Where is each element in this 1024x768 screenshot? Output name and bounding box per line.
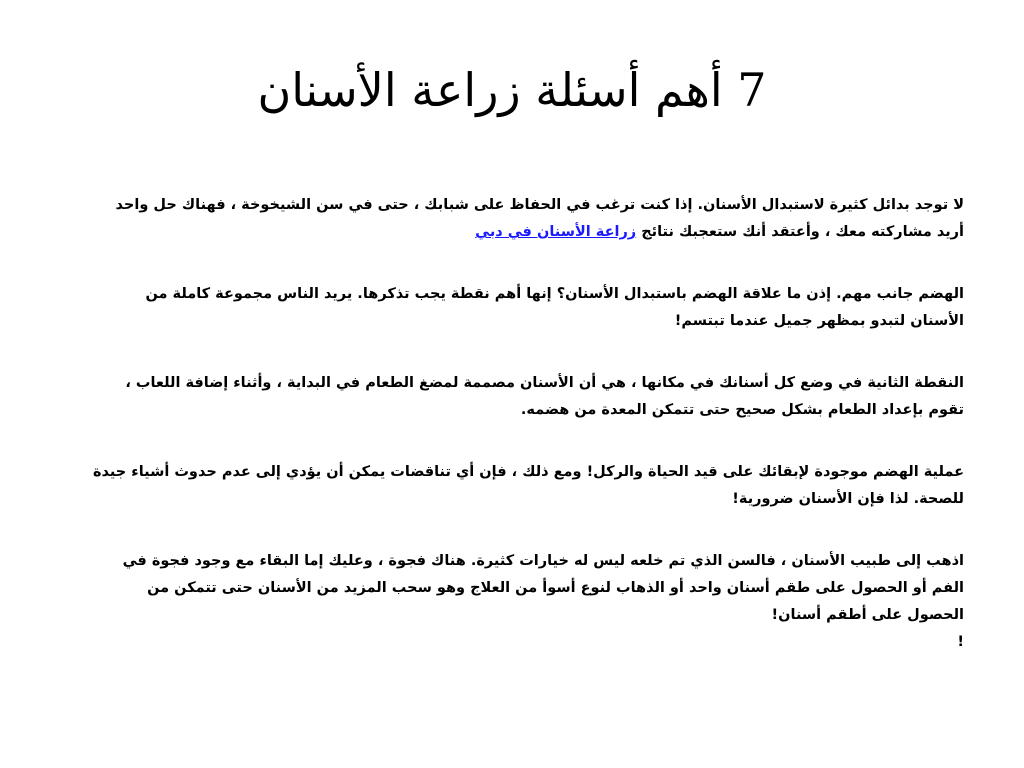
paragraph-5: اذهب إلى طبيب الأسنان ، فالسن الذي تم خلعه ليس له خيارات كثيرة. هناك فجوة ، وعليك إما البقاء مع وجود فجوة في الفم أو الحصول على طقم أسنان واحد أو الذهاب لنوع أسوأ من العلاج وهو سحب المزيد من الأسنان حتى تتمكن من الحصول على أطقم أسنان! <box>122 553 964 623</box>
paragraph-3: النقطة الثانية في وضع كل أسنانك في مكانها ، هي أن الأسنان مصممة لمضغ الطعام في البداية ، وأثناء إضافة اللعاب ، تقوم بإعداد الطعام بشكل صحيح حتى تتمكن المعدة من هضمه. <box>125 375 964 418</box>
paragraph-2: الهضم جانب مهم. إذن ما علاقة الهضم باستبدال الأسنان؟ إنها أهم نقطة يجب تذكرها. يريد الناس مجموعة كاملة من الأسنان لتبدو بمظهر جميل عندما تبتسم! <box>145 286 964 329</box>
slide-title: 7 أهم أسئلة زراعة الأسنان <box>257 63 767 117</box>
paragraph-6: ! <box>957 634 964 650</box>
dental-implants-dubai-link[interactable]: زراعة الأسنان في دبي <box>475 224 637 240</box>
slide-body <box>88 192 964 656</box>
paragraph-1-text: لا توجد بدائل كثيرة لاستبدال الأسنان. إذا كنت ترغب في الحفاظ على شبابك ، حتى في سن الشيخوخة ، فهناك حل واحد أريد مشاركته معك ، وأعتقد أنك ستعجبك نتائج <box>115 197 964 240</box>
paragraph-1 <box>88 192 964 246</box>
paragraph-4: عملية الهضم موجودة لإبقائك على قيد الحياة والركل! ومع ذلك ، فإن أي تناقضات يمكن أن يؤدي إلى عدم حدوث أشياء جيدة للصحة. لذا فإن الأسنان ضرورية! <box>92 464 964 507</box>
